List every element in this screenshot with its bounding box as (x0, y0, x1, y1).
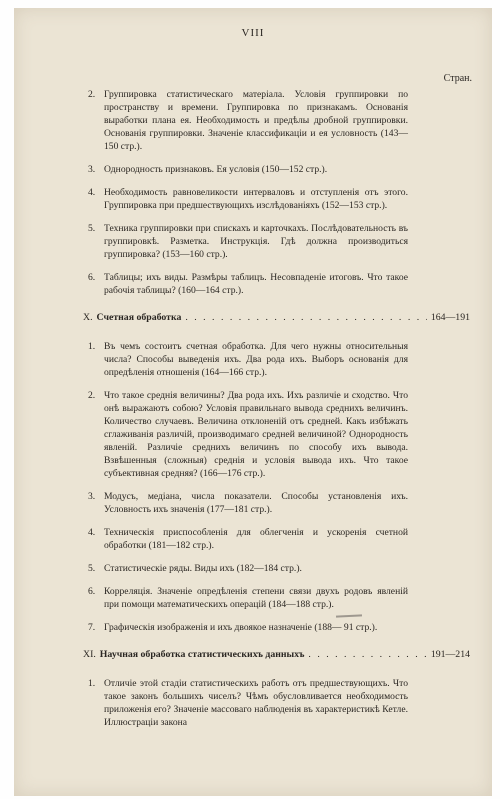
entry-text: Таблицы; ихъ виды. Размѣры таблицъ. Несовпаденіе итоговъ. Что такое рабочія таблицы? (160—164 стр.). (104, 272, 408, 296)
section-title: Научная обработка статистическихъ данныхъ (99, 649, 305, 660)
toc-entry (88, 88, 408, 153)
entry-number: 1. (88, 678, 96, 689)
section-number: X. (83, 312, 93, 323)
section-heading-xi (83, 648, 470, 661)
toc-entry (88, 526, 408, 552)
entry-text: Модусъ, медіана, числа показатели. Способы установленія ихъ. Условность ихъ значенія (177—181 стр.). (104, 491, 408, 515)
entry-text: Въ чемъ состоитъ счетная обработка. Для чего нужны относительныя числа? Способы выведенія ихъ. Два рода ихъ. Выборъ основанія для опредѣленія отношенія (164—166 стр.). (104, 341, 408, 378)
dot-leader (308, 648, 426, 661)
entry-number: 5. (88, 223, 96, 234)
entry-text: Группировка статистическаго матеріала. Условія группировки по пространству и времени. Группировка по признакамъ. Основанія выработки плана ея. Необходимость и предѣлы дробной группировки. Основанія группировки. Значеніе классификаціи и ея условность (143—150 стр.). (104, 89, 408, 152)
toc-entry (88, 389, 408, 480)
toc-entry (88, 186, 408, 212)
toc-entry (88, 163, 408, 176)
section-pages: 164—191 (430, 312, 470, 323)
toc-entry (88, 677, 408, 729)
section-number: XI. (83, 649, 96, 660)
entry-text: Статистическіе ряды. Виды ихъ (182—184 стр.). (104, 563, 302, 574)
entry-number: 2. (88, 390, 96, 401)
entry-number: 6. (88, 272, 96, 283)
entry-text: Техника группировки при спискахъ и карточкахъ. Послѣдовательность въ группировкѣ. Разметка. Инструкція. Гдѣ должна производиться группировка? (153—160 стр.). (104, 223, 408, 260)
toc-entry (88, 222, 408, 261)
toc-entry (88, 490, 408, 516)
toc-entry (88, 585, 408, 611)
entry-number: 3. (88, 164, 96, 175)
entry-number: 4. (88, 187, 96, 198)
entry-number: 6. (88, 586, 96, 597)
entry-text: Графическія изображенія и ихъ двоякое назначеніе (188— 91 стр.). (104, 622, 378, 633)
pencil-mark (336, 614, 362, 617)
entry-text: Необходимость равновеликости интерваловъ и отступленія отъ этого. Группировка при предшествующихъ изслѣдованіяхъ (152—153 стр.). (104, 187, 408, 211)
dot-leader (185, 311, 426, 324)
entry-number: 3. (88, 491, 96, 502)
toc-entry (88, 562, 408, 575)
entry-text: Однородность признаковъ. Ея условія (150—152 стр.). (104, 164, 328, 175)
entry-number: 1. (88, 341, 96, 352)
toc-entry (88, 271, 408, 297)
section-heading-x (83, 311, 470, 324)
entry-number: 7. (88, 622, 96, 633)
entry-number: 2. (88, 89, 96, 100)
section-title: Счетная обработка (96, 312, 182, 323)
toc-entry (88, 621, 408, 634)
toc-entry (88, 340, 408, 379)
page-header: VIII (241, 27, 265, 39)
toc-entries (14, 88, 492, 739)
entry-text: Отличіе этой стадіи статистическихъ работъ отъ предшествующихъ. Что такое законъ большихъ чиселъ? Чѣмъ обусловливается необходимость приложенія его? Значеніе массоваго наблюденія въ характеристикѣ Кетле. Иллюстраціи закона (104, 678, 408, 728)
entry-number: 4. (88, 527, 96, 538)
entry-text: Что такое среднія величины? Два рода ихъ. Ихъ различіе и сходство. Что онѣ выражаютъ собою? Условія правильнаго вывода среднихъ величинъ. Количество случаевъ. Величина отклоненій отъ средней. Какъ избѣжать сглаживанія различій, производимаго средней величиной? Однородность явленій. Различіе среднихъ величинъ по способу ихъ вывода. Взвѣшенныя (сложныя) среднія и условія вывода ихъ. Что такое субъективная средняя? (166—176 стр.). (104, 390, 408, 479)
entry-text: Техническія приспособленія для облегченія и ускоренія счетной обработки (181—182 стр.). (104, 527, 408, 551)
section-pages: 191—214 (430, 649, 470, 660)
pages-column-label: Стран. (443, 73, 472, 84)
book-page (14, 8, 492, 796)
entry-text: Корреляція. Значеніе опредѣленія степени связи двухъ родовъ явленій при помощи математическихъ операцій (184—188 стр.). (104, 586, 408, 610)
entry-number: 5. (88, 563, 96, 574)
